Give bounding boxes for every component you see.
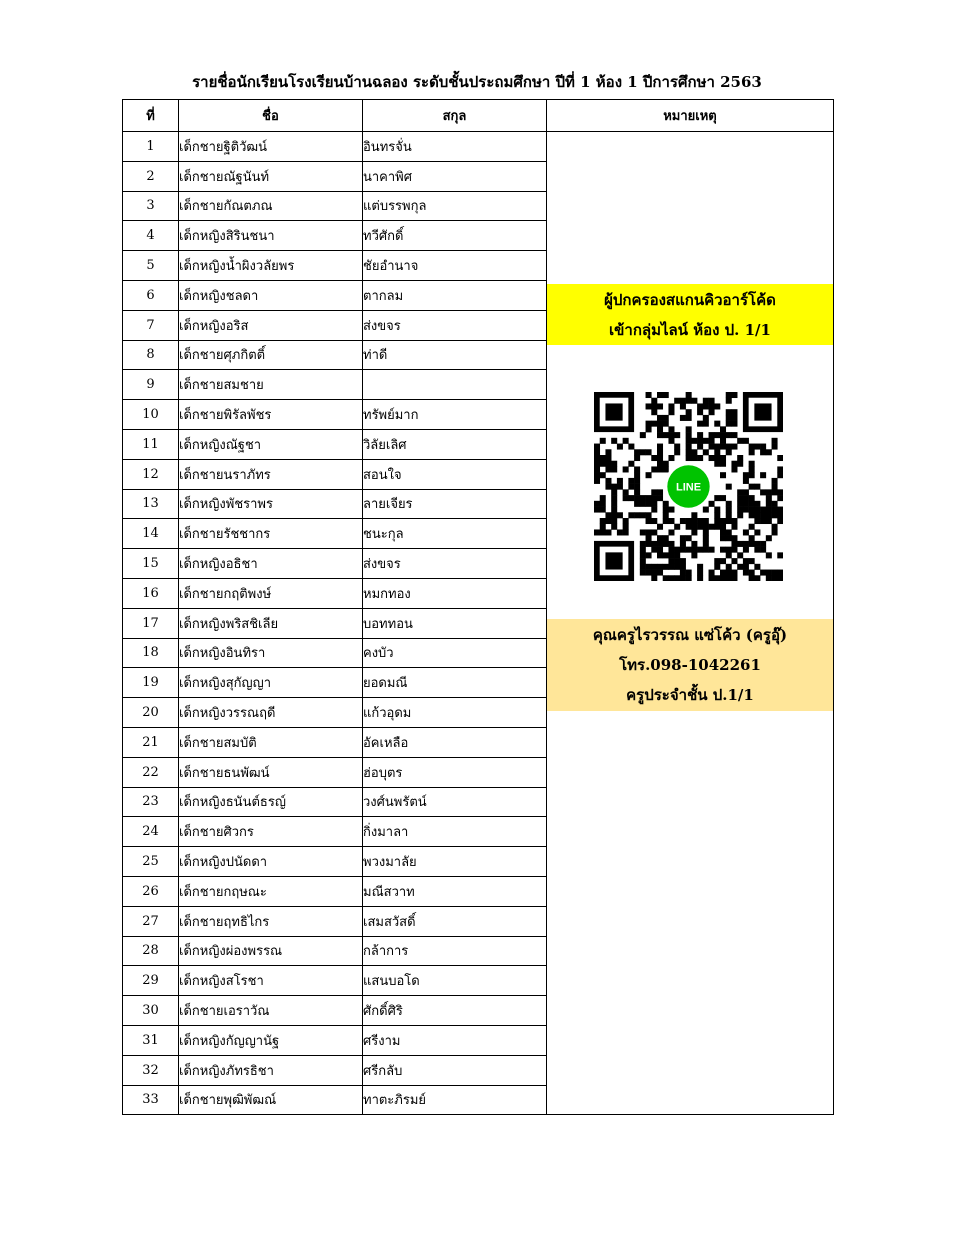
header-number: ที่ [123,100,179,132]
student-number: 28 [123,936,179,966]
student-number: 15 [123,549,179,579]
header-remark: หมายเหตุ [547,100,834,132]
student-number: 10 [123,400,179,430]
student-number: 8 [123,340,179,370]
student-first-name: เด็กหญิงอธิชา [179,549,363,579]
student-number: 26 [123,876,179,906]
student-last-name: หมกทอง [363,578,547,608]
student-last-name: อินทรจั่น [363,132,547,162]
student-last-name: ทาตะภิรมย์ [363,1085,547,1115]
student-number: 4 [123,221,179,251]
table-row [123,132,834,162]
remark-cell [547,132,834,1115]
student-first-name: เด็กชายรัชชากร [179,519,363,549]
student-last-name: ทวีศักดิ์ [363,221,547,251]
student-last-name: แก้วอุดม [363,698,547,728]
student-last-name: ทรัพย์มาก [363,400,547,430]
student-first-name: เด็กหญิงวรรณฤดี [179,698,363,728]
teacher-role: ครูประจำชั้น ป.1/1 [626,686,754,704]
student-first-name: เด็กหญิงสโรชา [179,966,363,996]
student-last-name: ส่งขจร [363,549,547,579]
student-first-name: เด็กหญิงภัทรธิชา [179,1055,363,1085]
student-first-name: เด็กหญิงพริสชิเลีย [179,608,363,638]
student-first-name: เด็กชายกัณตภณ [179,191,363,221]
student-number: 32 [123,1055,179,1085]
line-qr-code-icon[interactable] [594,392,783,581]
student-first-name: เด็กหญิงณัฐชา [179,429,363,459]
roster-body [123,132,834,1115]
student-last-name: ส่งขจร [363,310,547,340]
student-last-name: ศรีงาม [363,1025,547,1055]
student-first-name: เด็กหญิงอริส [179,310,363,340]
student-number: 12 [123,459,179,489]
student-number: 6 [123,280,179,310]
student-number: 18 [123,638,179,668]
student-number: 7 [123,310,179,340]
student-last-name: พวงมาลัย [363,847,547,877]
student-number: 33 [123,1085,179,1115]
student-first-name: เด็กชายธนพัฒน์ [179,757,363,787]
student-last-name: วงศ์นพรัตน์ [363,787,547,817]
student-number: 2 [123,161,179,191]
student-number: 21 [123,727,179,757]
student-last-name: นาคาพิศ [363,161,547,191]
teacher-name: คุณครูไรวรรณ แซ่โค้ว (ครูอุ๊) [592,626,788,644]
student-last-name [363,370,547,400]
student-first-name: เด็กชายกฤษณะ [179,876,363,906]
student-number: 29 [123,966,179,996]
student-number: 22 [123,757,179,787]
student-first-name: เด็กหญิงธนันต์ธรญ์ [179,787,363,817]
student-last-name: กล้าการ [363,936,547,966]
student-first-name: เด็กหญิงอินทิรา [179,638,363,668]
line-notice-line2: เข้ากลุ่มไลน์ ห้อง ป. 1/1 [609,320,771,339]
student-first-name: เด็กชายนราภัทร [179,459,363,489]
student-number: 30 [123,996,179,1026]
qr-code-graphic [594,392,783,581]
student-last-name: ลายเจียร [363,489,547,519]
table-header-row [123,100,834,132]
student-last-name: บอททอน [363,608,547,638]
student-number: 17 [123,608,179,638]
student-first-name: เด็กชายสมบัติ [179,727,363,757]
student-first-name: เด็กหญิงพัชราพร [179,489,363,519]
student-first-name: เด็กชายพุฒิพัฒณ์ [179,1085,363,1115]
student-last-name: คงบัว [363,638,547,668]
student-last-name: ศรีกลับ [363,1055,547,1085]
student-last-name: สอนใจ [363,459,547,489]
student-roster-table [122,99,834,1115]
line-notice-line1: ผู้ปกครองสแกนคิวอาร์โค้ด [604,290,776,309]
student-number: 5 [123,251,179,281]
student-first-name: เด็กหญิงน้ำผิงวลัยพร [179,251,363,281]
student-last-name: ฮ่อบุตร [363,757,547,787]
student-number: 20 [123,698,179,728]
student-last-name: ตากลม [363,280,547,310]
student-last-name: มณีสวาท [363,876,547,906]
student-number: 11 [123,429,179,459]
teacher-phone: โทร.098-1042261 [619,656,761,674]
line-group-notice [547,284,833,345]
line-logo-text: LINE [675,481,702,494]
header-first-name: ชื่อ [179,100,363,132]
student-number: 24 [123,817,179,847]
student-last-name: ชัยอำนาจ [363,251,547,281]
student-number: 19 [123,668,179,698]
student-first-name: เด็กหญิงชลดา [179,280,363,310]
student-first-name: เด็กหญิงกัญญานัฐ [179,1025,363,1055]
student-first-name: เด็กชายณัฐนันท์ [179,161,363,191]
student-first-name: เด็กชายศุภกิตติ์ [179,340,363,370]
student-first-name: เด็กหญิงปนัดดา [179,847,363,877]
student-first-name: เด็กชายฐิติวัฒน์ [179,132,363,162]
student-number: 25 [123,847,179,877]
student-last-name: ท่าดี [363,340,547,370]
student-last-name: วิลัยเลิศ [363,429,547,459]
student-number: 3 [123,191,179,221]
student-first-name: เด็กหญิงผ่องพรรณ [179,936,363,966]
student-first-name: เด็กชายศิวกร [179,817,363,847]
student-last-name: เสมสวัสดิ์ [363,906,547,936]
student-last-name: แต่บรรพกุล [363,191,547,221]
student-first-name: เด็กชายเอราวัณ [179,996,363,1026]
student-number: 9 [123,370,179,400]
student-first-name: เด็กชายสมชาย [179,370,363,400]
student-number: 14 [123,519,179,549]
teacher-contact [547,619,833,711]
student-first-name: เด็กชายกฤติพงษ์ [179,578,363,608]
header-last-name: สกุล [363,100,547,132]
student-first-name: เด็กชายพิรัลพัชร [179,400,363,430]
student-last-name: ศักดิ์ศิริ [363,996,547,1026]
student-first-name: เด็กหญิงสุกัญญา [179,668,363,698]
student-last-name: ยอดมณี [363,668,547,698]
student-last-name: แสนบอโด [363,966,547,996]
student-number: 13 [123,489,179,519]
student-number: 27 [123,906,179,936]
student-last-name: อัคเหลือ [363,727,547,757]
student-first-name: เด็กชายฤทธิไกร [179,906,363,936]
student-number: 1 [123,132,179,162]
student-number: 31 [123,1025,179,1055]
student-last-name: กิ่งมาลา [363,817,547,847]
remark-content [547,132,833,1114]
student-first-name: เด็กหญิงสิรินชนา [179,221,363,251]
student-number: 23 [123,787,179,817]
student-number: 16 [123,578,179,608]
student-last-name: ชนะกุล [363,519,547,549]
page-title: รายชื่อนักเรียนโรงเรียนบ้านฉลอง ระดับชั้นประถมศึกษา ปีที่ 1 ห้อง 1 ปีการศึกษา 2563 [192,73,762,91]
